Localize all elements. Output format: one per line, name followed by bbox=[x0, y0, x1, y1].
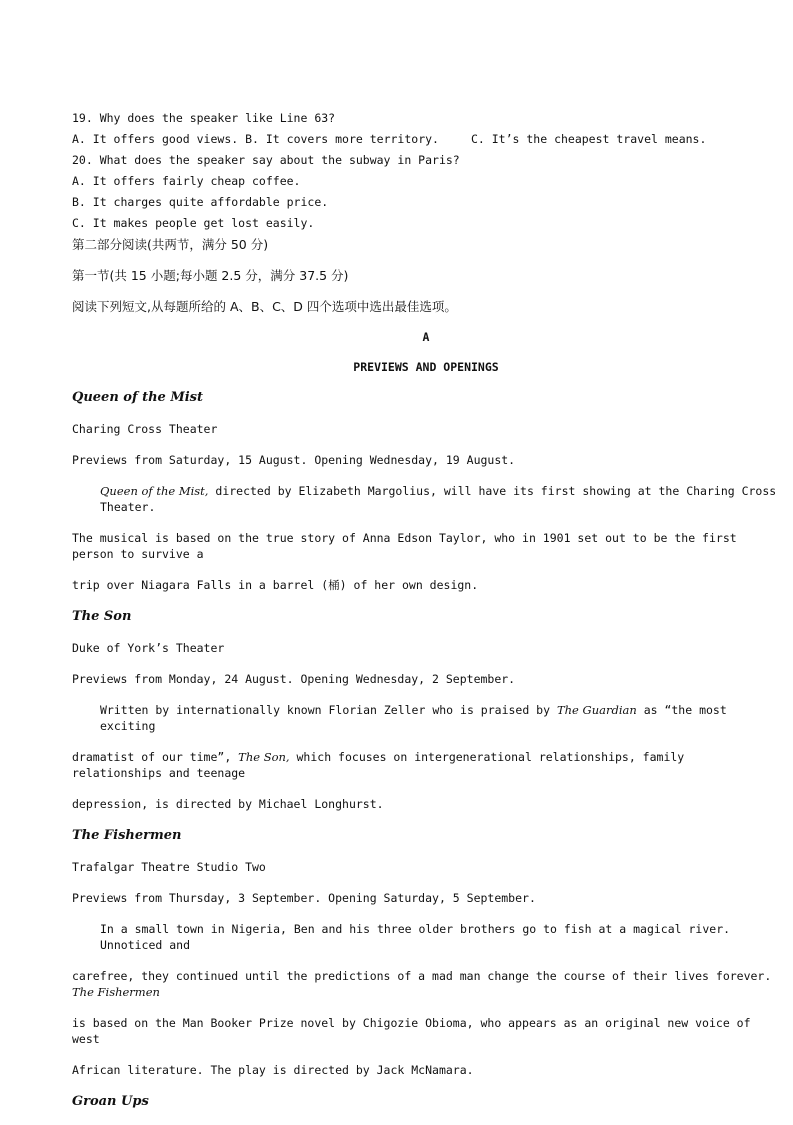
show-description bbox=[72, 483, 780, 515]
show-title: The Son bbox=[72, 609, 132, 624]
show-description-text: directed by Elizabeth Margolius, will have its first showing at the Charing Cross Theater. bbox=[100, 484, 777, 514]
question-20-stem: 20. What does the speaker say about the subway in Paris? bbox=[72, 153, 460, 167]
show-description: trip over Niagara Falls in a barrel (桶) of her own design. bbox=[72, 578, 479, 592]
document-page bbox=[72, 110, 780, 1125]
publication-title: The Guardian bbox=[556, 703, 637, 717]
show-description bbox=[72, 749, 780, 781]
show-description: African literature. The play is directed by Jack McNamara. bbox=[72, 1063, 474, 1077]
show-description-text: carefree, they continued until the predictions of a mad man change the course of their lives forever. bbox=[72, 969, 772, 983]
show-venue: Trafalgar Theatre Studio Two bbox=[72, 860, 266, 874]
show-description: depression, is directed by Michael Longhurst. bbox=[72, 797, 384, 811]
passage-heading: PREVIEWS AND OPENINGS bbox=[353, 360, 499, 374]
show-description bbox=[72, 702, 780, 734]
show-dates: Previews from Monday, 24 August. Opening Wednesday, 2 September. bbox=[72, 672, 516, 686]
question-19-stem: 19. Why does the speaker like Line 63? bbox=[72, 111, 336, 125]
show-dates: Previews from Saturday, 15 August. Opening Wednesday, 19 August. bbox=[72, 453, 516, 467]
passage-letter: A bbox=[422, 330, 430, 344]
question-19-option-b: B. It covers more territory. bbox=[245, 132, 439, 146]
show-title: The Fishermen bbox=[72, 828, 182, 843]
show-title: Queen of the Mist bbox=[72, 390, 203, 405]
show-title-inline: The Fishermen bbox=[72, 985, 160, 999]
question-20-option-a: A. It offers fairly cheap coffee. bbox=[72, 174, 301, 188]
show-description: is based on the Man Booker Prize novel by Chigozie Obioma, who appears as an original new voice of west bbox=[72, 1016, 751, 1046]
show-title-inline: The Son, bbox=[238, 750, 290, 764]
show-description: The musical is based on the true story of Anna Edson Taylor, who in 1901 set out to be the first person to survive a bbox=[72, 531, 737, 561]
show-description: In a small town in Nigeria, Ben and his three older brothers go to fish at a magical river. Unnoticed and bbox=[100, 922, 731, 952]
show-title-inline: Queen of the Mist, bbox=[100, 484, 209, 498]
question-20-option-c: C. It makes people get lost easily. bbox=[72, 216, 315, 230]
part-heading: 第二部分阅读(共两节，满分 50 分) bbox=[72, 237, 269, 252]
show-title: Groan Ups bbox=[72, 1094, 149, 1109]
instruction: 阅读下列短文,从每题所给的 A、B、C、D 四个选项中选出最佳选项。 bbox=[72, 299, 457, 314]
show-description-text: dramatist of our time”, bbox=[72, 750, 239, 764]
section-heading: 第一节(共 15 小题;每小题 2.5 分，满分 37.5 分) bbox=[72, 268, 349, 283]
show-description-text: which focuses on intergenerational relationships, family relationships and teenage bbox=[72, 750, 685, 780]
show-venue: Charing Cross Theater bbox=[72, 422, 218, 436]
question-19-options bbox=[72, 131, 780, 152]
question-19-option-a: A. It offers good views. bbox=[72, 132, 239, 146]
question-20-option-b: B. It charges quite affordable price. bbox=[72, 195, 329, 209]
show-description-text: as “the most exciting bbox=[100, 703, 727, 733]
show-description bbox=[72, 968, 780, 1000]
question-19-option-c: C. It’s the cheapest travel means. bbox=[470, 132, 707, 146]
show-venue: Duke of York’s Theater bbox=[72, 641, 225, 655]
show-description-text: Written by internationally known Florian Zeller who is praised by bbox=[100, 703, 557, 717]
show-dates: Previews from Thursday, 3 September. Opening Saturday, 5 September. bbox=[72, 891, 536, 905]
